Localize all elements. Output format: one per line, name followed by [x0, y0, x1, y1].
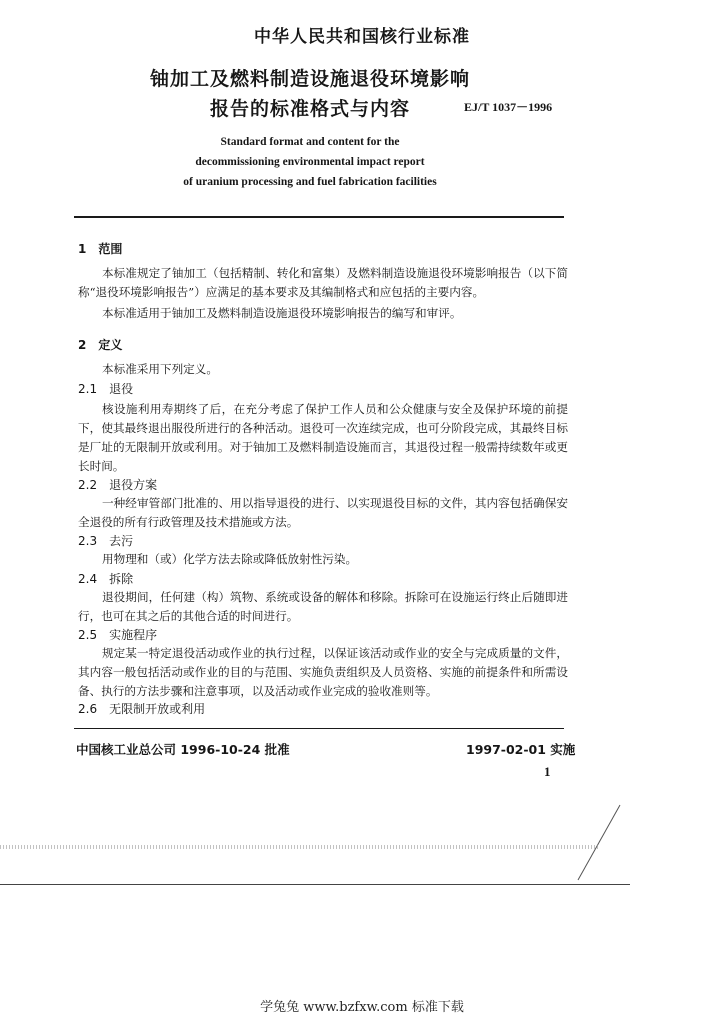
- section-2-intro: 本标准采用下列定义。: [102, 362, 218, 376]
- definition-2-6-heading: 2.6 无限制开放或利用: [78, 702, 206, 716]
- definition-2-4-heading: 2.4 拆除: [78, 572, 134, 586]
- definition-2-5-text: 规定某一特定退役活动或作业的执行过程，以保证该活动或作业的安全与完成质量的文件，其内容一般包括活动或作业的目的与范围、实施负责组织及人员资格、实施的前提条件和所需设备、执行的方法步骤和注意事项，以及活动或作业完成的验收准则等。: [78, 646, 568, 698]
- watermark: 学兔兔 www.bzfxw.com 标准下载: [260, 1000, 464, 1015]
- header-divider: [74, 216, 564, 218]
- definition-2-3-text: 用物理和（或）化学方法去除或降低放射性污染。: [102, 552, 358, 566]
- section-1-heading: 1 范围: [78, 242, 123, 256]
- section-1-paragraph-1: 本标准规定了铀加工（包括精制、转化和富集）及燃料制造设施退役环境影响报告（以下简称“退役环境影响报告”）应满足的基本要求及其编制格式和应包括的主要内容。: [78, 266, 568, 299]
- definition-2-1-text: 核设施利用寿期终了后，在充分考虑了保护工作人员和公众健康与安全及保护环境的前提下，使其最终退出服役所进行的各种活动。退役可一次连续完成，也可分阶段完成，其最终目标是厂址的无限制开放或利用。对于铀加工及燃料制造设施而言，其退役过程一般需持续数年或更长时间。: [78, 402, 568, 473]
- section-1-paragraph-2: 本标准适用于铀加工及燃料制造设施退役环境影响报告的编写和审评。: [102, 306, 462, 320]
- implementation-date: 1997-02-01 实施: [466, 742, 576, 757]
- page-number: 1: [544, 764, 551, 779]
- standard-type-header: 中华人民共和国核行业标准: [254, 27, 470, 47]
- definition-2-2-text: 一种经审管部门批准的、用以指导退役的进行、以实现退役目标的文件，其内容包括确保安全退役的所有行政管理及技术措施或方法。: [78, 496, 568, 529]
- title-line-2: 报告的标准格式与内容: [209, 98, 410, 120]
- title-line-1: 铀加工及燃料制造设施退役环境影响: [149, 68, 470, 90]
- definition-2-1-heading: 2.1 退役: [78, 382, 134, 396]
- section-2-heading: 2 定义: [78, 338, 123, 352]
- definition-2-3-heading: 2.3 去污: [78, 534, 134, 548]
- english-title-line-2: decommissioning environmental impact report: [195, 156, 425, 168]
- definition-2-2-heading: 2.2 退役方案: [78, 478, 158, 492]
- definition-2-5-heading: 2.5 实施程序: [78, 628, 158, 642]
- standard-code: EJ/T 1037－1996: [464, 100, 553, 114]
- english-title-line-1: Standard format and content for the: [220, 136, 400, 148]
- scan-dotted-edge: [0, 845, 600, 849]
- approval-date: 中国核工业总公司 1996-10-24 批准: [76, 742, 290, 757]
- scan-page-edge: [0, 884, 630, 885]
- footer-divider: [74, 728, 564, 729]
- definition-2-4-text: 退役期间，任何建（构）筑物、系统或设备的解体和移除。拆除可在设施运行终止后随即进行，也可在其之后的其他合适的时间进行。: [78, 590, 568, 623]
- english-title-line-3: of uranium processing and fuel fabrication facilities: [183, 176, 437, 188]
